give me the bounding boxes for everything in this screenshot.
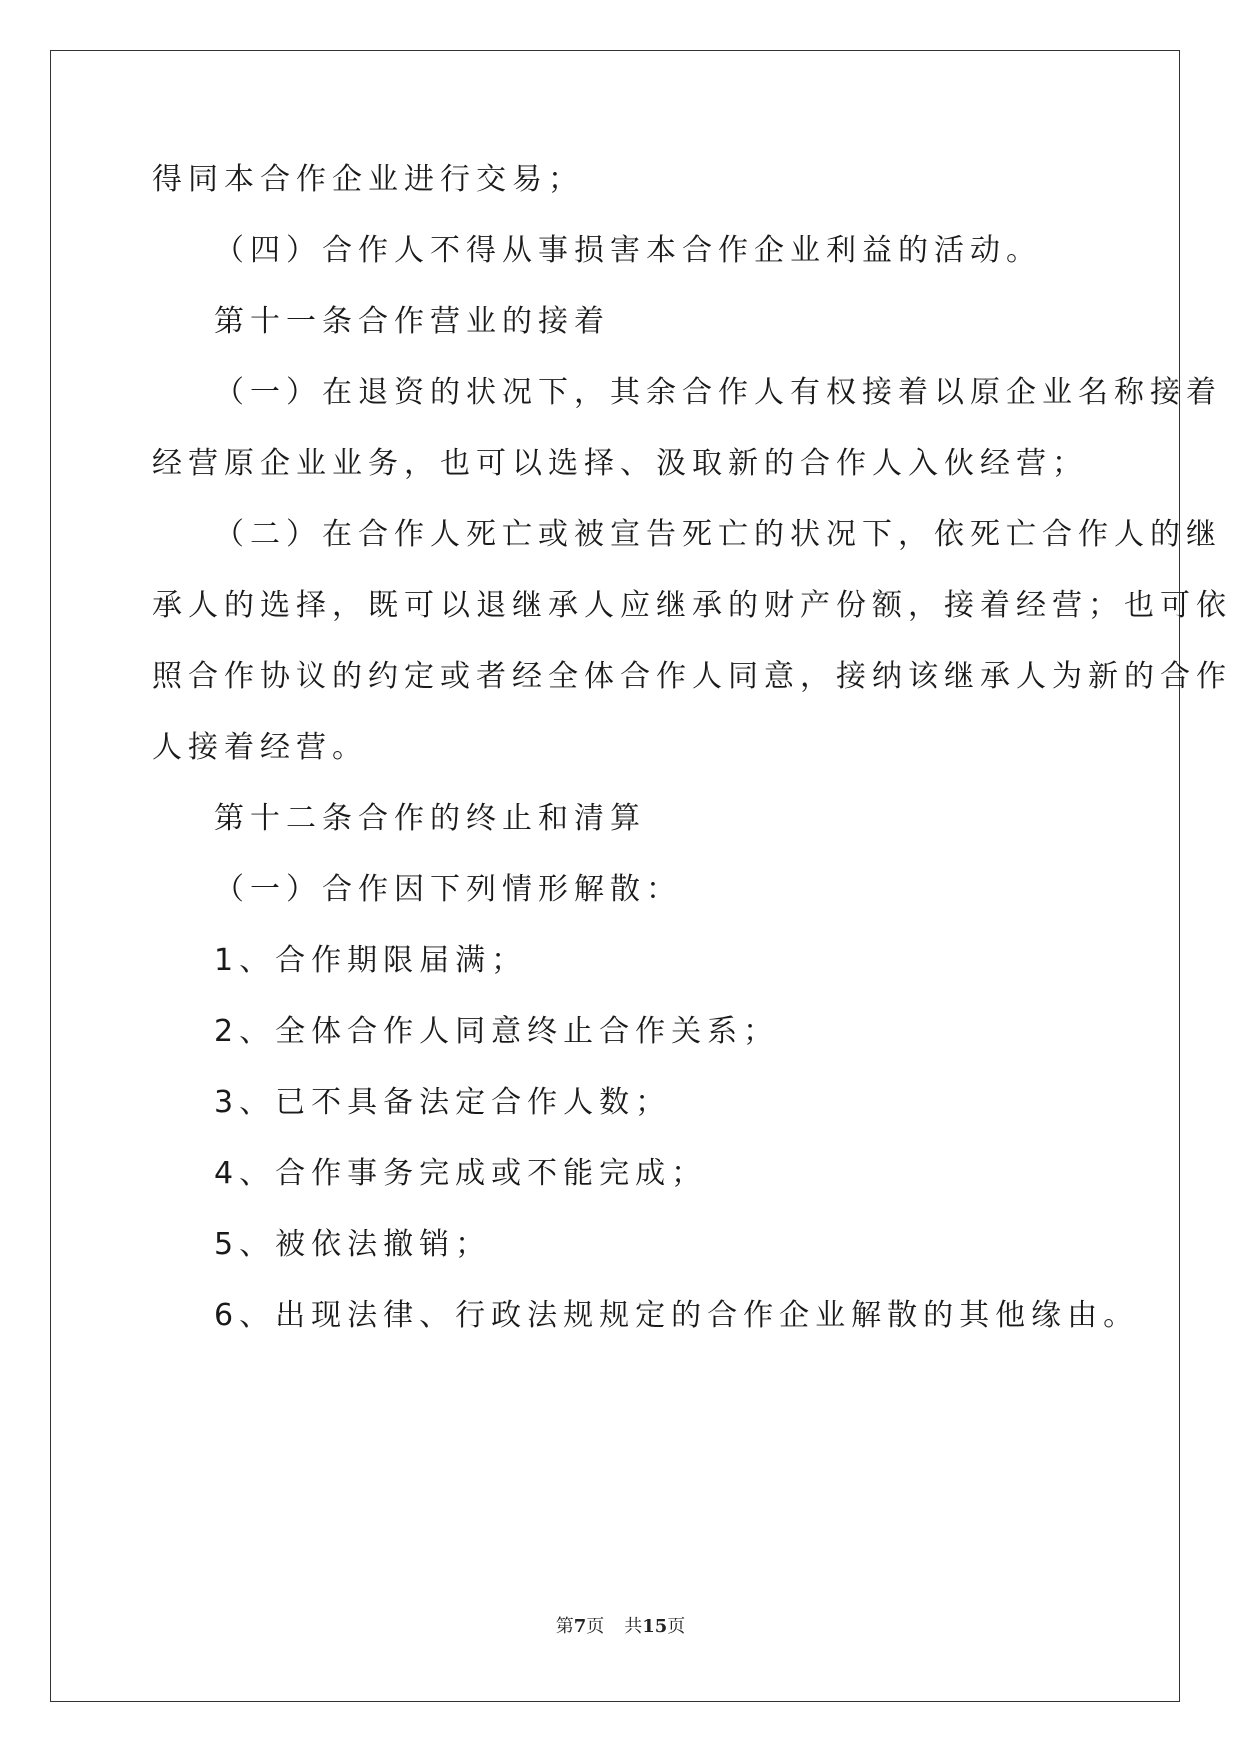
text-line: （四）合作人不得从事损害本合作企业利益的活动。: [214, 233, 1042, 268]
text-line: 得同本合作企业进行交易；: [152, 162, 584, 197]
section-heading: 第十一条合作营业的接着: [214, 304, 610, 339]
list-item: 6、出现法律、行政法规规定的合作企业解散的其他缘由。: [214, 1298, 1140, 1333]
footer-prefix: 第: [555, 1616, 574, 1637]
text-line: （一）在退资的状况下，其余合作人有权接着以原企业名称接着: [214, 375, 1222, 410]
list-item: 2、全体合作人同意终止合作关系；: [214, 1014, 780, 1049]
footer-page-suffix: 页: [586, 1616, 605, 1637]
list-item: 3、已不具备法定合作人数；: [214, 1085, 672, 1120]
text-line: （二）在合作人死亡或被宣告死亡的状况下，依死亡合作人的继: [214, 517, 1222, 552]
list-item: 4、合作事务完成或不能完成；: [214, 1156, 708, 1191]
footer-total-prefix: 共: [624, 1616, 643, 1637]
list-item: 5、被依法撤销；: [214, 1227, 492, 1262]
total-pages: 15: [642, 1616, 668, 1637]
page-number: 7: [573, 1616, 587, 1637]
text-line: 承人的选择，既可以退继承人应继承的财产份额，接着经营；也可依: [152, 588, 1232, 623]
text-line: 照合作协议的约定或者经全体合作人同意，接纳该继承人为新的合作: [152, 659, 1232, 694]
page-footer: [0, 1615, 1241, 1639]
text-line: 经营原企业业务，也可以选择、汲取新的合作人入伙经营；: [152, 446, 1088, 481]
list-item: 1、合作期限届满；: [214, 943, 528, 978]
footer-total-suffix: 页: [667, 1616, 686, 1637]
text-line: 人接着经营。: [152, 730, 368, 765]
text-line: （一）合作因下列情形解散：: [214, 872, 682, 907]
section-heading: 第十二条合作的终止和清算: [214, 801, 646, 836]
